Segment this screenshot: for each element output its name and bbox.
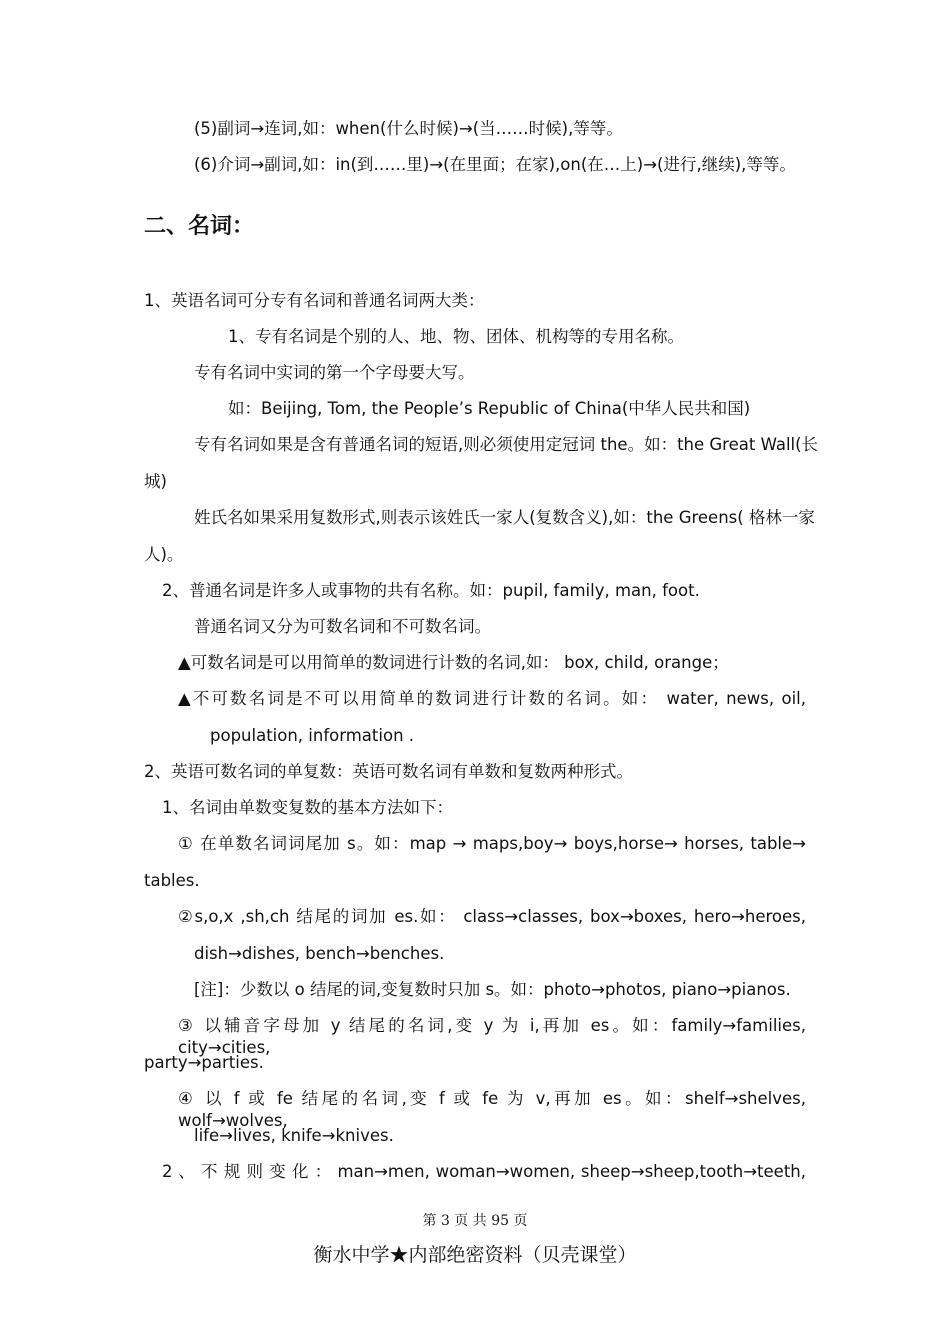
page-number: 第 3 页 共 95 页 bbox=[422, 1213, 528, 1229]
text-line: ▲不可数名词是不可以用简单的数词进行计数的名词。如： water, news, oil, bbox=[178, 689, 806, 708]
text-line: 如：Beijing, Tom, the People’s Republic of China(中华人民共和国) bbox=[228, 399, 751, 418]
section-heading: 二、名词： bbox=[144, 214, 255, 239]
text-line: 1、专有名词是个别的人、地、物、团体、机构等的专用名称。 bbox=[228, 327, 684, 346]
text-line: ③ 以辅音字母加 y 结尾的名词,变 y 为 i,再加 es。如：family→families, city→cities, bbox=[178, 1016, 806, 1057]
text-line: population, information . bbox=[210, 726, 415, 745]
text-line: (6)介词→副词,如：in(到……里)→(在里面；在家),on(在…上)→(进行,继续),等等。 bbox=[194, 155, 796, 174]
footer-note: 衡水中学★内部绝密资料（贝壳课堂） bbox=[313, 1244, 637, 1266]
text-line: 专有名词如果是含有普通名词的短语,则必须使用定冠词 the。如：the Great Wall(长 bbox=[194, 435, 819, 454]
text-line: 普通名词又分为可数名词和不可数名词。 bbox=[194, 617, 491, 636]
text-line: 城) bbox=[144, 472, 167, 491]
text-line: ▲可数名词是可以用简单的数词进行计数的名词,如： box, child, orange； bbox=[178, 653, 729, 672]
text-line: life→lives, knife→knives. bbox=[194, 1126, 394, 1145]
text-line: 2 、 不 规 则 变 化 ： man→men, woman→women, sheep→sheep,tooth→teeth, bbox=[162, 1162, 806, 1181]
text-line: 2、英语可数名词的单复数：英语可数名词有单数和复数两种形式。 bbox=[144, 762, 633, 781]
text-line: 专有名词中实词的第一个字母要大写。 bbox=[194, 363, 475, 382]
text-line: tables. bbox=[144, 871, 200, 890]
text-line: [注]：少数以 o 结尾的词,变复数时只加 s。如：photo→photos, piano→pianos. bbox=[194, 980, 791, 999]
text-line: 1、名词由单数变复数的基本方法如下： bbox=[162, 798, 453, 817]
text-line: 2、普通名词是许多人或事物的共有名称。如：pupil, family, man, foot. bbox=[162, 581, 700, 600]
text-line: ④ 以 f 或 fe 结尾的名词,变 f 或 fe 为 v,再加 es。如：shelf→shelves, wolf→wolves, bbox=[178, 1089, 806, 1130]
text-line: 1、英语名词可分专有名词和普通名词两大类： bbox=[144, 291, 485, 310]
text-line: 人)。 bbox=[144, 545, 184, 564]
text-line: dish→dishes, bench→benches. bbox=[194, 944, 445, 963]
text-line: party→parties. bbox=[144, 1053, 264, 1072]
text-line: 姓氏名如果采用复数形式,则表示该姓氏一家人(复数含义),如：the Greens( 格林一家 bbox=[194, 508, 815, 527]
text-line: ②s,o,x ,sh,ch 结尾的词加 es.如： class→classes, box→boxes, hero→heroes, bbox=[178, 907, 806, 926]
text-line: ① 在单数名词词尾加 s。如：map → maps,boy→ boys,horse→ horses, table→ bbox=[178, 834, 806, 853]
text-line: (5)副词→连词,如：when(什么时候)→(当……时候),等等。 bbox=[194, 119, 623, 138]
